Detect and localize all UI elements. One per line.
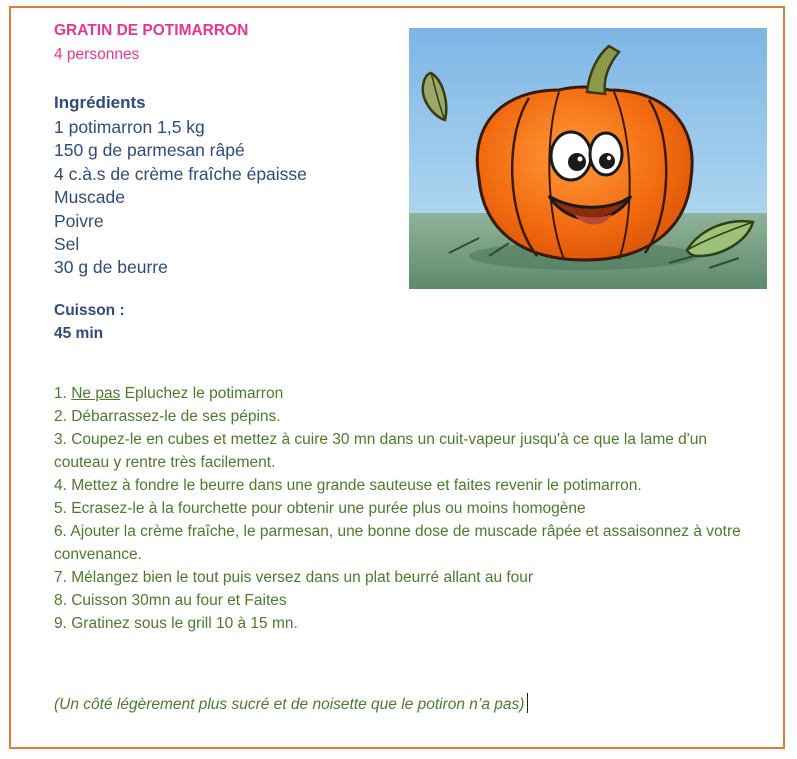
step-item: 6. Ajouter la crème fraîche, le parmesan, une bonne dose de muscade râpée et assaisonnez à votre convenance. [54,523,741,563]
servings: 4 personnes [54,46,140,63]
pumpkin-cartoon-icon [409,28,767,289]
step-item: 8. Cuisson 30mn au four et Faites [54,592,287,609]
cooking-time: 45 min [54,325,104,342]
recipe-title: GRATIN DE POTIMARRON [54,22,249,39]
ingredient-item: 1 potimarron 1,5 kg [54,117,205,137]
step-number: 1. [54,385,72,402]
right-pupil [599,153,615,169]
ingredient-item: 4 c.à.s de crème fraîche épaisse [54,163,307,184]
step-item: 5. Ecrasez-le à la fourchette pour obtenir une purée plus ou moins homogène [54,500,586,517]
recipe-note [54,693,528,714]
step-item: 7. Mélangez bien le tout puis versez dans un plat beurré allant au four [54,569,534,586]
cooking-heading: Cuisson : [54,302,125,319]
ingredients-list [54,116,307,280]
ingredient-item: 30 g de beurre [54,257,168,278]
step-item: 3. Coupez-le en cubes et mettez à cuire 30 mn dans un cuit-vapeur jusqu'à ce que la lame d'un couteau y rentre très facilement. [54,431,707,471]
ingredient-item: Muscade [54,187,126,208]
step-underlined-text: Ne pas [71,385,121,402]
step-item: 4. Mettez à fondre le beurre dans une grande sauteuse et faites revenir le potimarron. [54,477,642,494]
text-cursor [527,693,528,713]
ingredients-heading: Ingrédients [54,93,146,112]
note-text: (Un côté légèrement plus sucré et de noisette que le potiron n’a pas) [54,696,525,713]
ingredient-item: Poivre [54,210,104,231]
pumpkin-illustration [409,28,767,289]
step-item: 2. Débarrassez-le de ses pépins. [54,408,281,425]
step-item [54,382,764,405]
ingredient-item: 150 g de parmesan râpé [54,140,245,161]
step-text: Epluchez le potimarron [120,385,284,402]
steps-list [54,382,764,635]
left-pupil [568,153,586,171]
step-item: 9. Gratinez sous le grill 10 à 15 mn. [54,615,298,632]
ingredient-item: Sel [54,234,80,255]
